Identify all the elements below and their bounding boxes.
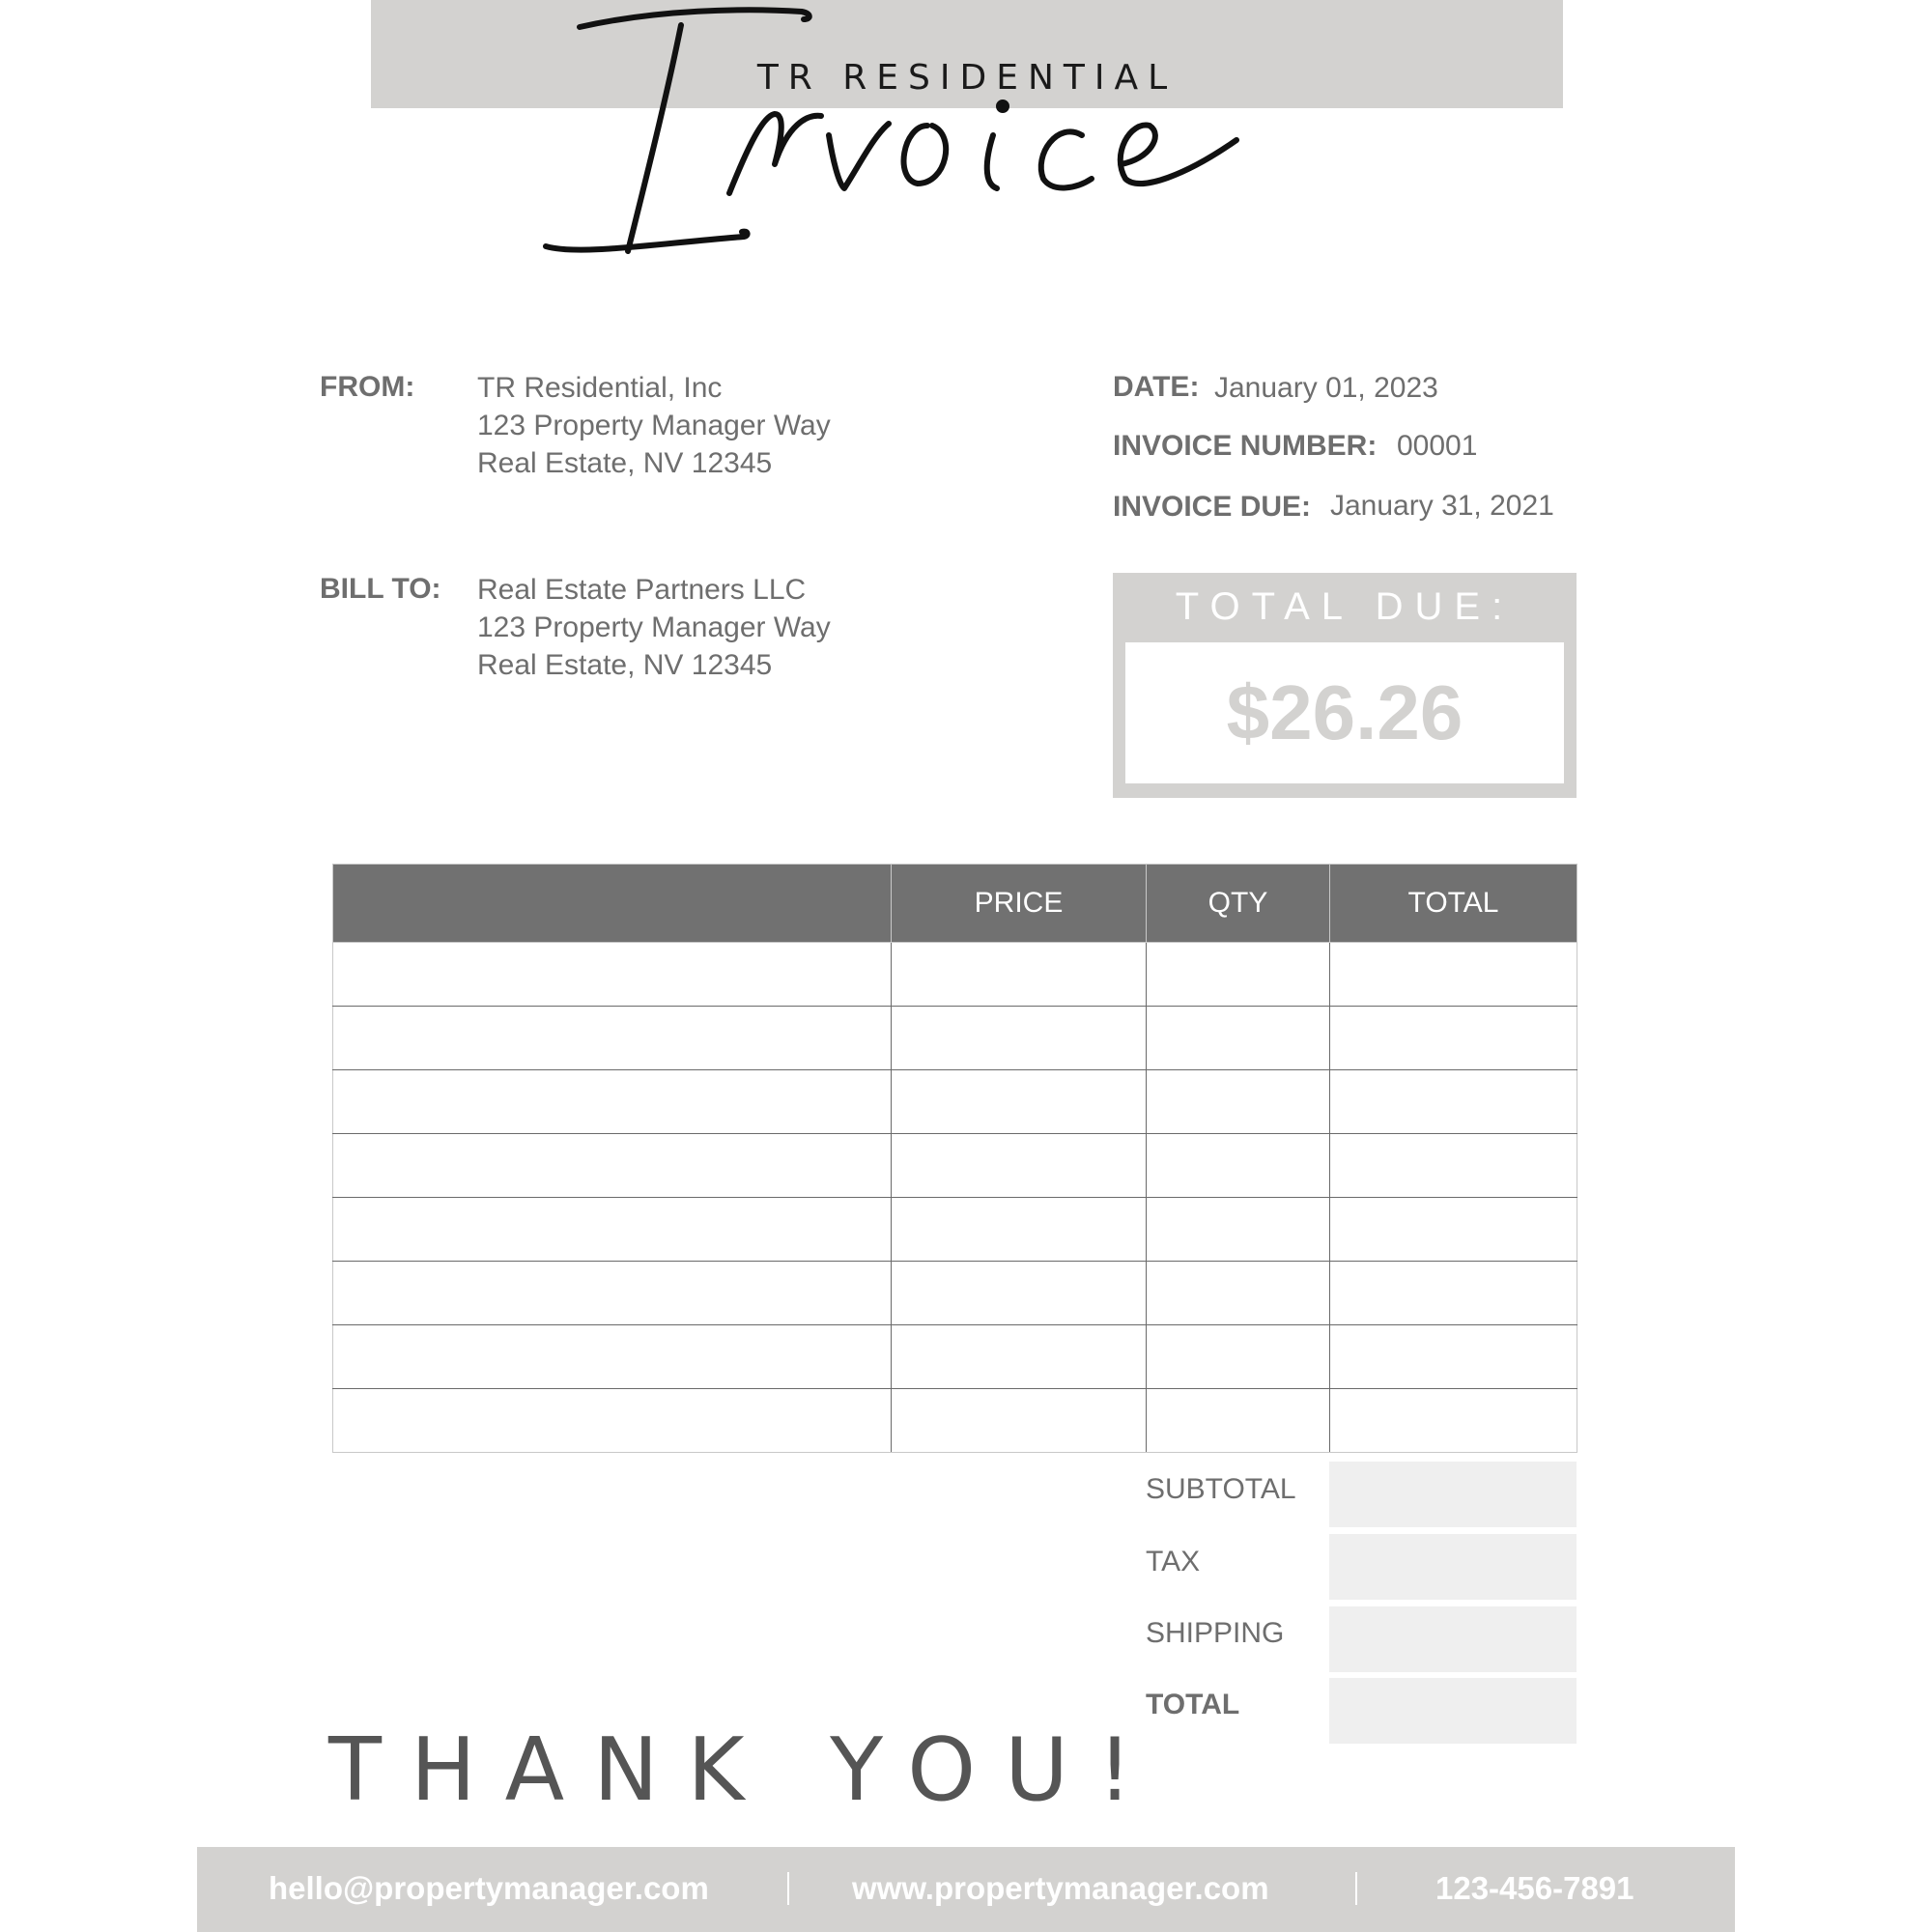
table-cell[interactable] [333, 1325, 892, 1389]
table-cell[interactable] [1147, 1070, 1330, 1134]
table-row [333, 1198, 1577, 1262]
table-cell[interactable] [1147, 1262, 1330, 1325]
bill-to-line: 123 Property Manager Way [477, 611, 831, 643]
invoice-number-label: INVOICE NUMBER: [1113, 430, 1378, 462]
tax-value-box[interactable] [1329, 1534, 1577, 1600]
table-row [333, 1007, 1577, 1070]
column-header-price: PRICE [892, 865, 1147, 943]
thank-you-heading: THANK YOU! [328, 1719, 1162, 1821]
table-cell[interactable] [1330, 1198, 1577, 1262]
table-header-row [333, 865, 1577, 943]
tax-label: TAX [1146, 1546, 1201, 1577]
shipping-label: SHIPPING [1146, 1617, 1285, 1649]
table-cell[interactable] [333, 943, 892, 1007]
table-cell[interactable] [1330, 1389, 1577, 1453]
table-cell[interactable] [1147, 1325, 1330, 1389]
table-cell[interactable] [892, 1262, 1147, 1325]
table-cell[interactable] [333, 1007, 892, 1070]
shipping-value-box[interactable] [1329, 1606, 1577, 1672]
line-items-table [332, 864, 1577, 1453]
table-cell[interactable] [892, 1325, 1147, 1389]
from-label: FROM: [320, 371, 415, 403]
table-cell[interactable] [333, 1070, 892, 1134]
table-cell[interactable] [892, 1070, 1147, 1134]
total-due-amount: $26.26 [1226, 669, 1463, 755]
invoice-script-title-lettering [522, 0, 1275, 280]
table-row [333, 1262, 1577, 1325]
table-cell[interactable] [1147, 1389, 1330, 1453]
from-line: TR Residential, Inc [477, 372, 723, 404]
table-cell[interactable] [1330, 1134, 1577, 1198]
invoice-number-value: 00001 [1397, 430, 1478, 462]
footer-phone[interactable]: 123-456-7891 [1435, 1870, 1634, 1906]
footer-email[interactable]: hello@propertymanager.com [269, 1870, 709, 1906]
company-name: TR RESIDENTIAL [756, 58, 1178, 98]
bill-to-line: Real Estate, NV 12345 [477, 649, 773, 681]
table-cell[interactable] [1330, 943, 1577, 1007]
table-cell[interactable] [333, 1262, 892, 1325]
bill-to-line: Real Estate Partners LLC [477, 574, 807, 606]
bill-to-address [477, 571, 831, 684]
table-cell[interactable] [892, 1007, 1147, 1070]
subtotal-label: SUBTOTAL [1146, 1473, 1296, 1505]
from-line: 123 Property Manager Way [477, 410, 831, 441]
table-cell[interactable] [1330, 1262, 1577, 1325]
table-cell[interactable] [1147, 1007, 1330, 1070]
footer-website[interactable]: www.propertymanager.com [852, 1870, 1269, 1906]
from-line: Real Estate, NV 12345 [477, 447, 773, 479]
total-due-label: TOTAL DUE: [1175, 585, 1515, 628]
table-cell[interactable] [1147, 1198, 1330, 1262]
table-cell[interactable] [1330, 1070, 1577, 1134]
subtotal-value-box[interactable] [1329, 1462, 1577, 1527]
total-label: TOTAL [1146, 1689, 1240, 1720]
table-cell[interactable] [1147, 943, 1330, 1007]
table-cell[interactable] [892, 1198, 1147, 1262]
table-row [333, 1389, 1577, 1453]
total-value-box[interactable] [1329, 1678, 1577, 1744]
footer-divider [1355, 1872, 1357, 1905]
table-row [333, 943, 1577, 1007]
table-cell[interactable] [333, 1198, 892, 1262]
column-header-qty: QTY [1147, 865, 1330, 943]
bill-to-label: BILL TO: [320, 573, 441, 605]
table-row [333, 1325, 1577, 1389]
table-cell[interactable] [1330, 1007, 1577, 1070]
footer-divider [787, 1872, 789, 1905]
table-cell[interactable] [333, 1134, 892, 1198]
column-header-total: TOTAL [1330, 865, 1577, 943]
from-address [477, 369, 831, 482]
column-header-description [333, 865, 892, 943]
table-cell[interactable] [1330, 1325, 1577, 1389]
table-cell[interactable] [892, 943, 1147, 1007]
date-value: January 01, 2023 [1214, 372, 1438, 404]
table-cell[interactable] [1147, 1134, 1330, 1198]
table-row [333, 1134, 1577, 1198]
invoice-due-label: INVOICE DUE: [1113, 491, 1312, 523]
table-cell[interactable] [892, 1389, 1147, 1453]
table-cell[interactable] [892, 1134, 1147, 1198]
table-row [333, 1070, 1577, 1134]
table-cell[interactable] [333, 1389, 892, 1453]
date-label: DATE: [1113, 371, 1200, 403]
invoice-script-title [522, 0, 1275, 280]
invoice-due-value: January 31, 2021 [1330, 490, 1554, 522]
